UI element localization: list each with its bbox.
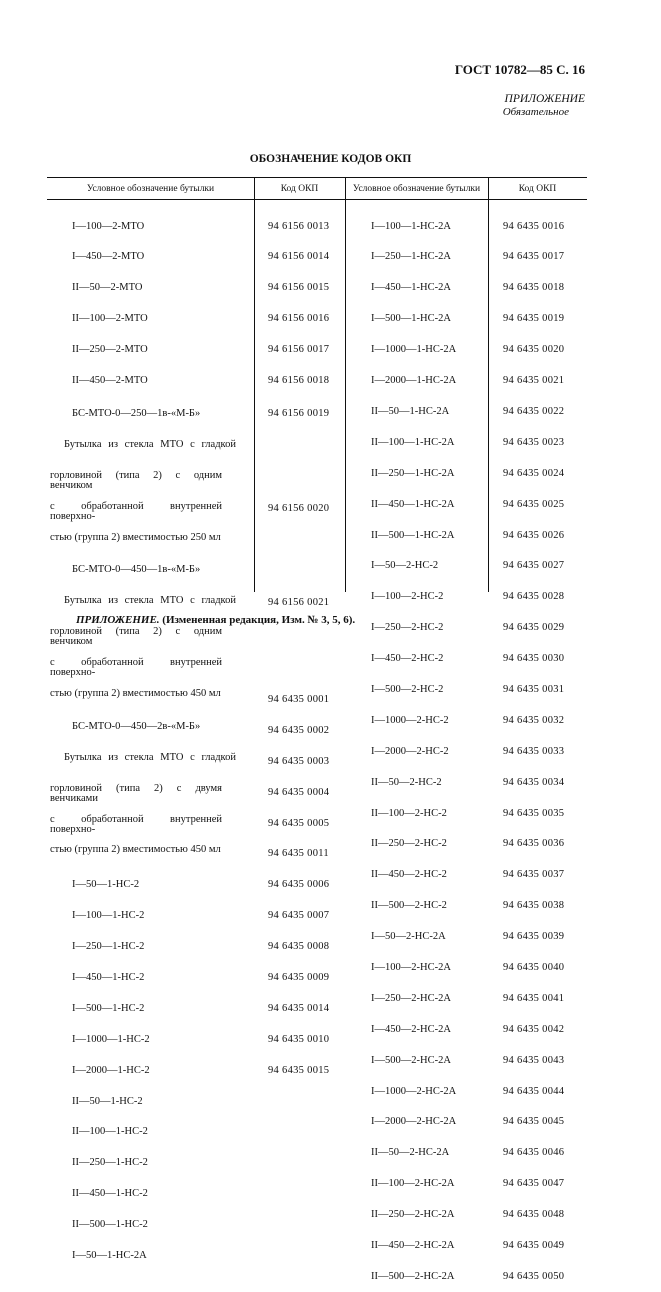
- table-row: I—50—2-НС-2: [371, 560, 439, 572]
- table-row: I—100—1-НС-2: [72, 910, 145, 922]
- table-row: II—50—1-НС-2А: [371, 405, 450, 417]
- okp-code: 94 6435 0034: [503, 776, 565, 788]
- table-row: II—450—2-МТО: [72, 375, 148, 387]
- table-row: I—2000—1-НС-2А: [371, 375, 457, 387]
- okp-code: 94 6435 0042: [503, 1023, 565, 1035]
- okp-code: 94 6435 0043: [503, 1054, 565, 1066]
- table-row: II—100—1-НС-2: [72, 1126, 148, 1138]
- okp-code: 94 6435 0008: [268, 941, 330, 953]
- okp-code: 94 6435 0029: [503, 622, 565, 634]
- okp-code: 94 6435 0050: [503, 1270, 565, 1282]
- okp-code: 94 6435 0020: [503, 344, 565, 356]
- table-row: II—450—1-НС-2: [72, 1188, 148, 1200]
- okp-code: 94 6435 0032: [503, 714, 565, 726]
- okp-code: 94 6435 0028: [503, 591, 565, 603]
- okp-code: 94 6156 0017: [268, 344, 330, 356]
- okp-code: 94 6156 0014: [268, 251, 330, 263]
- page-header: ГОСТ 10782—85 С. 16: [454, 62, 585, 77]
- okp-code: 94 6435 0019: [503, 313, 565, 325]
- table-row: I—1000—2-НС-2: [371, 714, 449, 726]
- table-row: I—500—1-НС-2А: [371, 313, 451, 325]
- okp-code: 94 6435 0010: [268, 1033, 330, 1045]
- okp-code: 94 6435 0048: [503, 1209, 565, 1221]
- table-row: II—500—2-НС-2А: [371, 1270, 455, 1282]
- table-row: II—500—1-НС-2А: [371, 529, 455, 541]
- okp-code: 94 6435 0033: [503, 745, 565, 757]
- okp-code: 94 6435 0040: [503, 961, 565, 973]
- column-divider: [254, 177, 255, 592]
- okp-code: 94 6435 0009: [268, 971, 330, 983]
- description-line: стью (группа 2) вместимостью 450 мл: [50, 844, 221, 856]
- column-header-right-name: Условное обозначение бутылки: [352, 184, 481, 194]
- okp-code: 94 6156 0013: [268, 220, 330, 232]
- table-row: I—1000—1-НС-2: [72, 1033, 150, 1045]
- table-row: I—100—2-НС-2: [371, 591, 444, 603]
- table-title: ОБОЗНАЧЕНИЕ КОДОВ ОКП: [249, 153, 412, 165]
- table-row: II—450—2-НС-2А: [371, 1239, 455, 1251]
- okp-code: 94 6435 0041: [503, 992, 565, 1004]
- table-row: I—50—1-НС-2А: [72, 1249, 147, 1261]
- amendment-note-label: ПРИЛОЖЕНИЕ.: [76, 614, 160, 626]
- table-row: I—50—1-НС-2: [72, 879, 140, 891]
- table-row: II—50—2-МТО: [72, 282, 143, 294]
- table-row: II—250—1-НС-2А: [371, 467, 455, 479]
- column-header-right-code: Код ОКП: [518, 184, 557, 194]
- okp-code: 94 6435 0023: [503, 436, 565, 448]
- table-row: II—250—2-НС-2А: [371, 1209, 455, 1221]
- okp-code: 94 6156 0021: [268, 597, 330, 609]
- description-line: Бутылка из стекла МТО с гладкой: [64, 751, 236, 763]
- okp-code: 94 6435 0005: [268, 817, 330, 829]
- okp-code: 94 6435 0001: [268, 693, 330, 705]
- table-row: II—100—2-НС-2: [371, 807, 447, 819]
- okp-code: 94 6435 0030: [503, 653, 565, 665]
- table-row: I—450—2-НС-2А: [371, 1023, 451, 1035]
- okp-code: 94 6435 0011: [268, 848, 329, 860]
- description-line: стью (группа 2) вместимостью 250 мл: [50, 531, 221, 543]
- column-header-left-name: Условное обозначение бутылки: [86, 184, 215, 194]
- amendment-note-text: (Измененная редакция, Изм. № 3, 5, 6).: [162, 614, 356, 626]
- okp-code: 94 6156 0020: [268, 502, 330, 514]
- table-row: I—500—1-НС-2: [72, 1002, 145, 1014]
- table-row: II—50—2-НС-2: [371, 776, 442, 788]
- okp-code: 94 6435 0046: [503, 1147, 565, 1159]
- table-header-rule: [47, 199, 587, 200]
- description-line: Бутылка из стекла МТО с гладкой: [64, 438, 236, 450]
- table-row: I—1000—2-НС-2А: [371, 1085, 457, 1097]
- okp-code: 94 6435 0037: [503, 869, 565, 881]
- table-row: I—250—2-НС-2: [371, 622, 444, 634]
- okp-code: 94 6435 0006: [268, 879, 330, 891]
- okp-code: 94 6435 0014: [268, 1002, 330, 1014]
- okp-code: 94 6435 0039: [503, 931, 565, 943]
- table-row: БС-МТО-0—450—2в-«М-Б»: [72, 720, 201, 732]
- description-line: горловиной (типа 2) с одним венчиком: [50, 469, 222, 492]
- table-row: II—450—2-НС-2: [371, 869, 447, 881]
- okp-code: 94 6435 0003: [268, 755, 330, 767]
- okp-code: 94 6435 0017: [503, 251, 565, 263]
- table-row: БС-МТО-0—250—1в-«М-Б»: [72, 407, 201, 419]
- appendix-type: Обязательное: [502, 106, 569, 118]
- table-row: I—100—2-МТО: [72, 220, 145, 232]
- okp-code: 94 6435 0027: [503, 560, 565, 572]
- table-row: II—100—1-НС-2А: [371, 436, 455, 448]
- amendment-note: [76, 614, 355, 626]
- table-row: II—500—2-НС-2: [371, 900, 447, 912]
- table-row: I—2000—2-НС-2: [371, 745, 449, 757]
- table-row: I—500—2-НС-2А: [371, 1054, 451, 1066]
- column-divider: [345, 177, 346, 592]
- table-row: БС-МТО-0—450—1в-«М-Б»: [72, 564, 201, 576]
- okp-code: 94 6435 0007: [268, 910, 330, 922]
- left-names-column: [50, 201, 236, 1272]
- table-row: I—450—1-НС-2А: [371, 282, 451, 294]
- table-row: II—250—2-МТО: [72, 344, 148, 356]
- table-row: II—250—2-НС-2: [371, 838, 447, 850]
- okp-code: 94 6435 0031: [503, 683, 565, 695]
- table-row: I—250—1-НС-2А: [371, 251, 451, 263]
- table-top-rule: [47, 177, 587, 178]
- okp-code: 94 6435 0024: [503, 467, 565, 479]
- okp-code: 94 6435 0036: [503, 838, 565, 850]
- okp-code: 94 6435 0035: [503, 807, 565, 819]
- description-line: с обработанной внутренней поверхно-: [50, 500, 222, 522]
- okp-code: 94 6156 0016: [268, 313, 330, 325]
- table-row: I—450—2-МТО: [72, 251, 145, 263]
- right-codes-column: [503, 201, 564, 1292]
- okp-code: 94 6156 0015: [268, 282, 330, 294]
- okp-code: 94 6435 0025: [503, 498, 565, 510]
- right-names-column: [371, 201, 456, 1292]
- table-row: I—450—1-НС-2: [72, 971, 145, 983]
- table-row: I—2000—2-НС-2А: [371, 1116, 457, 1128]
- table-row: I—1000—1-НС-2А: [371, 344, 457, 356]
- description-line: горловиной (типа 2) с двумя венчиками: [50, 782, 222, 804]
- description-line: Бутылка из стекла МТО с гладкой: [64, 595, 236, 607]
- okp-code: 94 6156 0019: [268, 407, 330, 419]
- appendix-label: ПРИЛОЖЕНИЕ: [504, 93, 585, 105]
- table-row: I—100—1-НС-2А: [371, 220, 451, 232]
- table-row: I—2000—1-НС-2: [72, 1064, 150, 1076]
- table-row: II—50—2-НС-2А: [371, 1147, 450, 1159]
- description-line: стью (группа 2) вместимостью 450 мл: [50, 687, 221, 699]
- description-line: горловиной (типа 2) с одним венчиком: [50, 626, 222, 648]
- okp-code: 94 6435 0049: [503, 1239, 565, 1251]
- table-row: II—500—1-НС-2: [72, 1219, 148, 1231]
- table-row: II—250—1-НС-2: [72, 1157, 148, 1169]
- okp-code: 94 6435 0045: [503, 1116, 565, 1128]
- table-row: I—500—2-НС-2: [371, 683, 444, 695]
- okp-code: 94 6435 0038: [503, 900, 565, 912]
- okp-code: 94 6156 0018: [268, 375, 330, 387]
- column-divider: [488, 177, 489, 592]
- okp-code: 94 6435 0018: [503, 282, 565, 294]
- table-row: II—100—2-МТО: [72, 313, 148, 325]
- okp-code: 94 6435 0004: [268, 786, 330, 798]
- okp-code: 94 6435 0015: [268, 1064, 330, 1076]
- table-row: II—450—1-НС-2А: [371, 498, 455, 510]
- table-row: I—50—2-НС-2А: [371, 931, 446, 943]
- table-row: I—100—2-НС-2А: [371, 961, 451, 973]
- table-row: I—450—2-НС-2: [371, 653, 444, 665]
- okp-code: 94 6435 0047: [503, 1178, 565, 1190]
- table-row: II—100—2-НС-2А: [371, 1178, 455, 1190]
- description-line: с обработанной внутренней поверхно-: [50, 813, 222, 835]
- description-line: с обработанной внутренней поверхно-: [50, 657, 222, 679]
- column-header-left-code: Код ОКП: [280, 184, 319, 194]
- okp-code: 94 6435 0044: [503, 1085, 565, 1097]
- okp-code: 94 6435 0021: [503, 375, 565, 387]
- table-row: II—50—1-НС-2: [72, 1095, 143, 1107]
- okp-code: 94 6435 0022: [503, 405, 565, 417]
- table-row: I—250—1-НС-2: [72, 941, 145, 953]
- left-codes-column: [268, 201, 329, 1086]
- table-row: I—250—2-НС-2А: [371, 992, 451, 1004]
- okp-code: 94 6435 0016: [503, 220, 565, 232]
- okp-code: 94 6435 0002: [268, 724, 330, 736]
- okp-code: 94 6435 0026: [503, 529, 565, 541]
